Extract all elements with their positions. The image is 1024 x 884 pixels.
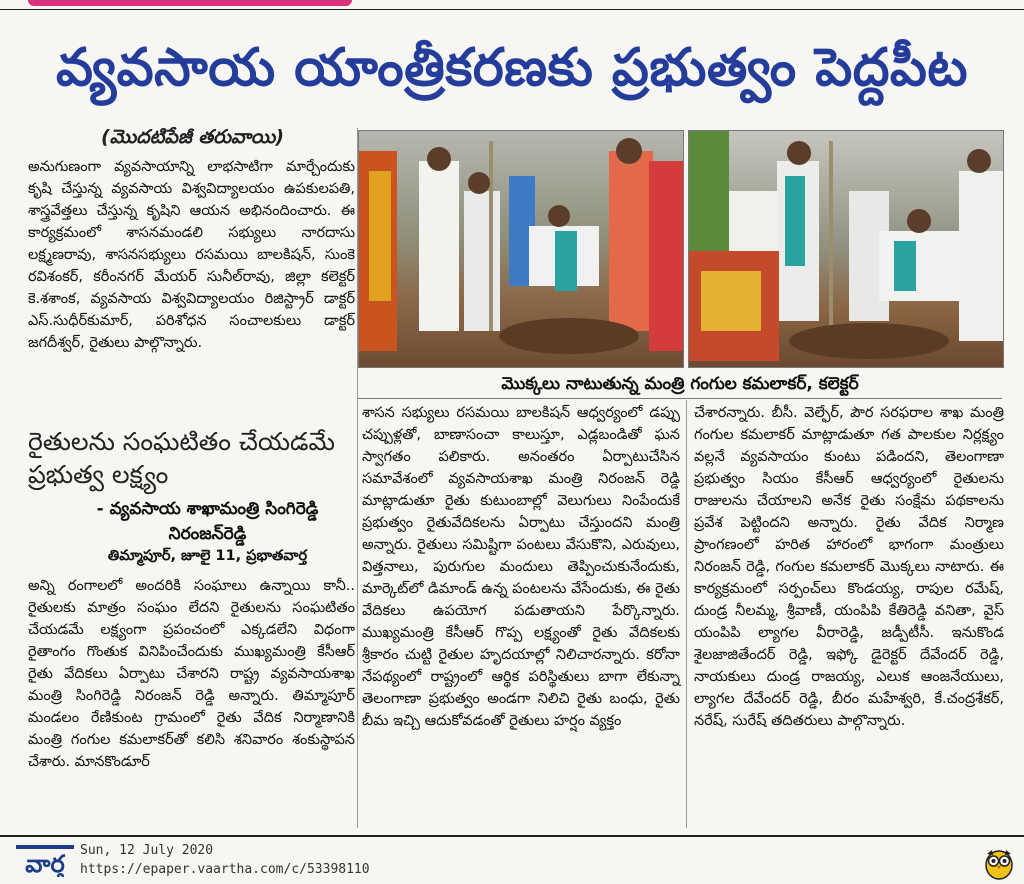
news-photo-2 <box>688 130 1004 368</box>
top-border <box>0 0 1024 14</box>
column-3-text: చేశారన్నారు. బీసీ. వెల్ఫేర్, పౌర సరఫరాల శాఖ మంత్రి గంగుల కమలాకర్ మాట్లాడుతూ గత పాలకుల నిర్లక్ష్యం వల్లనే వ్యవసాయం కుంటు పడిందని, తెలంగాణా ప్రభుత్వం సియం కేసీఆర్ ఆధ్వర్యంలో రైతులను రాజులను చేయాలని అనేక రైతు సంక్షేమ పథకాలను ప్రవేశ పెట్టిందని అన్నారు. రైతు వేదిక నిర్మాణ ప్రాంగణంలో హరిత హారంలో భాగంగా మంత్రులు నిరంజన్ రెడ్డి, గంగుల కమలాకర్ మొక్కలు నాటారు. ఈ కార్యక్రమంలో సర్పంచ్‌లు కొండయ్య, రాపుల రమేష్, దుండ్ర నీలమ్మ, శ్రీవాణీ, యంపిపి కేతిరెడ్డి వనితా, వైస్ యంపిపి ల్యాగల వీరారెడ్డి, జడ్పీటీసీ. ఇనుకొండ శైలజాజితేందర్ రెడ్డి, ఇఫ్కో డైరెక్టర్ దేవేందర్ రెడ్డి, నాయకులు దుండ్ర రాజయ్య, ఎలుక ఆంజనేయులు, ల్యాగల దేవేందర్ రెడ్డి, బీరం మహేశ్వరి, కే.చంద్రశేకర్, నరేష్, సురేష్ తదితరులు పాల్గొన్నారు. <box>694 405 1004 729</box>
column-2-text: శాసన సభ్యులు రసమయి బాలకిషన్ ఆధ్వర్యంలో డప్పు చప్పుళ్లతో, బాణాసంచా కాలుస్తూ, ఎడ్లబండితో ఘన స్వాగతం పలికారు. అనంతరం ఏర్పాటుచేసిన సమావేశంలో వ్యవసాయశాఖ మంత్రి నిరంజన్ రెడ్డి మాట్లాడుతూ రైతు కుటుంబాల్లో వెలుగులు నింపేందుకే ప్రభుత్వం రైతువేదికలను ఏర్పాటు చేస్తుందని మంత్రి అన్నారు. రైతులు సమిష్టిగా పంటలు వేసుకొని, ఎరువులు, విత్తనాలు, పురుగుల మందులు తెప్పించుకునేందుకు, మార్కెట్‌లో డిమాండ్ ఉన్న పంటలను వేసేందుకు, ఈ రైతు వేదికలు ఉపయోగ పడుతాయని పేర్కొన్నారు. ముఖ్యమంత్రి కేసీఆర్ గొప్ప లక్ష్యంతో రైతు వేదికలకు శ్రీకారం చుట్టి రైతుల హృదయాల్లో నిలిచారన్నారు. కరోనా నేపథ్యంలో రాష్ట్రంలో ఆర్థిక పరిస్థితులు బాగా లేకున్నా తెలంగాణా ప్రభుత్వం అండగా నిలిచి రైతు బంధు, రైతు బీమ ఇచ్చి ఆదుకోవడంతో రైతులు హర్షం వ్యక్తం <box>362 405 680 729</box>
footer-rule <box>0 835 1024 837</box>
article-column-3 <box>694 402 1004 732</box>
owl-icon <box>983 846 1015 880</box>
headline: వ్యవసాయ యాంత్రీకరణకు ప్రభుత్వం పెద్దపీట <box>55 38 969 98</box>
owl-graphic <box>983 846 1015 880</box>
photo-caption: మొక్కలు నాటుతున్న మంత్రి గంగుల కమలాకర్, కలెక్టర్ <box>358 370 1002 399</box>
column-1b-text: అన్ని రంగాలలో అందరికి సంఘాలు ఉన్నాయి కానీ.. రైతులకు మాత్రం సంఘం లేదని రైతులను సంఘటితం చేయడమే లక్ష్యంగా ప్రపంచంలో ఎక్కడలేని విధంగా రైతాంగం గొంతుక వినిపించేందుకు ముఖ్యమంత్రి కేసీఆర్ రైతు వేదికలు ఏర్పాటు చేశారని రాష్ట్ర వ్యవసాయశాఖ మంత్రి సింగిరెడ్డి నిరంజన్ రెడ్డి అన్నారు. తిమ్మాపూర్ మండలం రేణికుంట గ్రామంలో రైతు వేదిక నిర్మాణానికి మంత్రి గంగుల కమలాకర్‌తో కలిసి శనివారం శంకుస్థాపన చేశారు. మానకొండూర్ <box>28 578 355 770</box>
column-1-text: అనుగుణంగా వ్యవసాయాన్ని లాభసాటిగా మార్చేందుకు కృషి చేస్తున్న వ్యవసాయ విశ్వవిద్యాలయం ఉపకులపతి, శాస్త్రవేత్తలు చేస్తున్న కృషిని ఆయన అభినందించారు. ఈ కార్యక్రమంలో శాసనమండలి సభ్యులు నారదాసు లక్ష్మణరావు, శాసనసభ్యులు రసమయి బాలకిషన్, సుంకె రవిశంకర్, కరీంనగర్ మేయర్ సునీల్‌రావు, జిల్లా కలెక్టర్ కె.శశాంక, వ్యవసాయ విశ్వవిద్యాలయం రిజిస్ట్రార్ డాక్టర్ ఎస్.సుధీర్‌కుమార్, పరిశోధన సంచాలకులు డాక్టర్ జగదీశ్వర్, రైతులు పాల్గొన్నారు. <box>28 159 355 351</box>
footer-url[interactable]: https://epaper.vaartha.com/c/53398110 <box>80 862 370 877</box>
news-photo-1 <box>358 130 684 368</box>
footer-date: Sun, 12 July 2020 <box>80 843 214 858</box>
article-column-1 <box>28 156 355 354</box>
speaker-attribution: - వ్యవసాయ శాఖామంత్రి సింగిరెడ్డి నిరంజన్‌రెడ్డి <box>96 499 319 544</box>
dateline: తిమ్మాపూర్, జూలై 11, ప్రభాతవార్త <box>107 548 308 564</box>
column-divider <box>686 400 687 828</box>
photo-1-image <box>359 131 683 367</box>
sub-headline: రైతులను సంఘటితం చేయడమే ప్రభుత్వ లక్ష్యం <box>28 427 335 489</box>
continuation-kicker: (మొదటిపేజీ తరువాయి) <box>100 126 285 148</box>
section-tab <box>28 0 352 6</box>
top-rule <box>0 9 1024 10</box>
logo-text: వార్త <box>25 850 65 877</box>
logo-graphic <box>16 845 74 877</box>
vaartha-logo[interactable] <box>16 845 74 877</box>
article-column-1b <box>28 575 355 773</box>
photo-2-image <box>689 131 1003 367</box>
article-column-2 <box>362 402 680 732</box>
